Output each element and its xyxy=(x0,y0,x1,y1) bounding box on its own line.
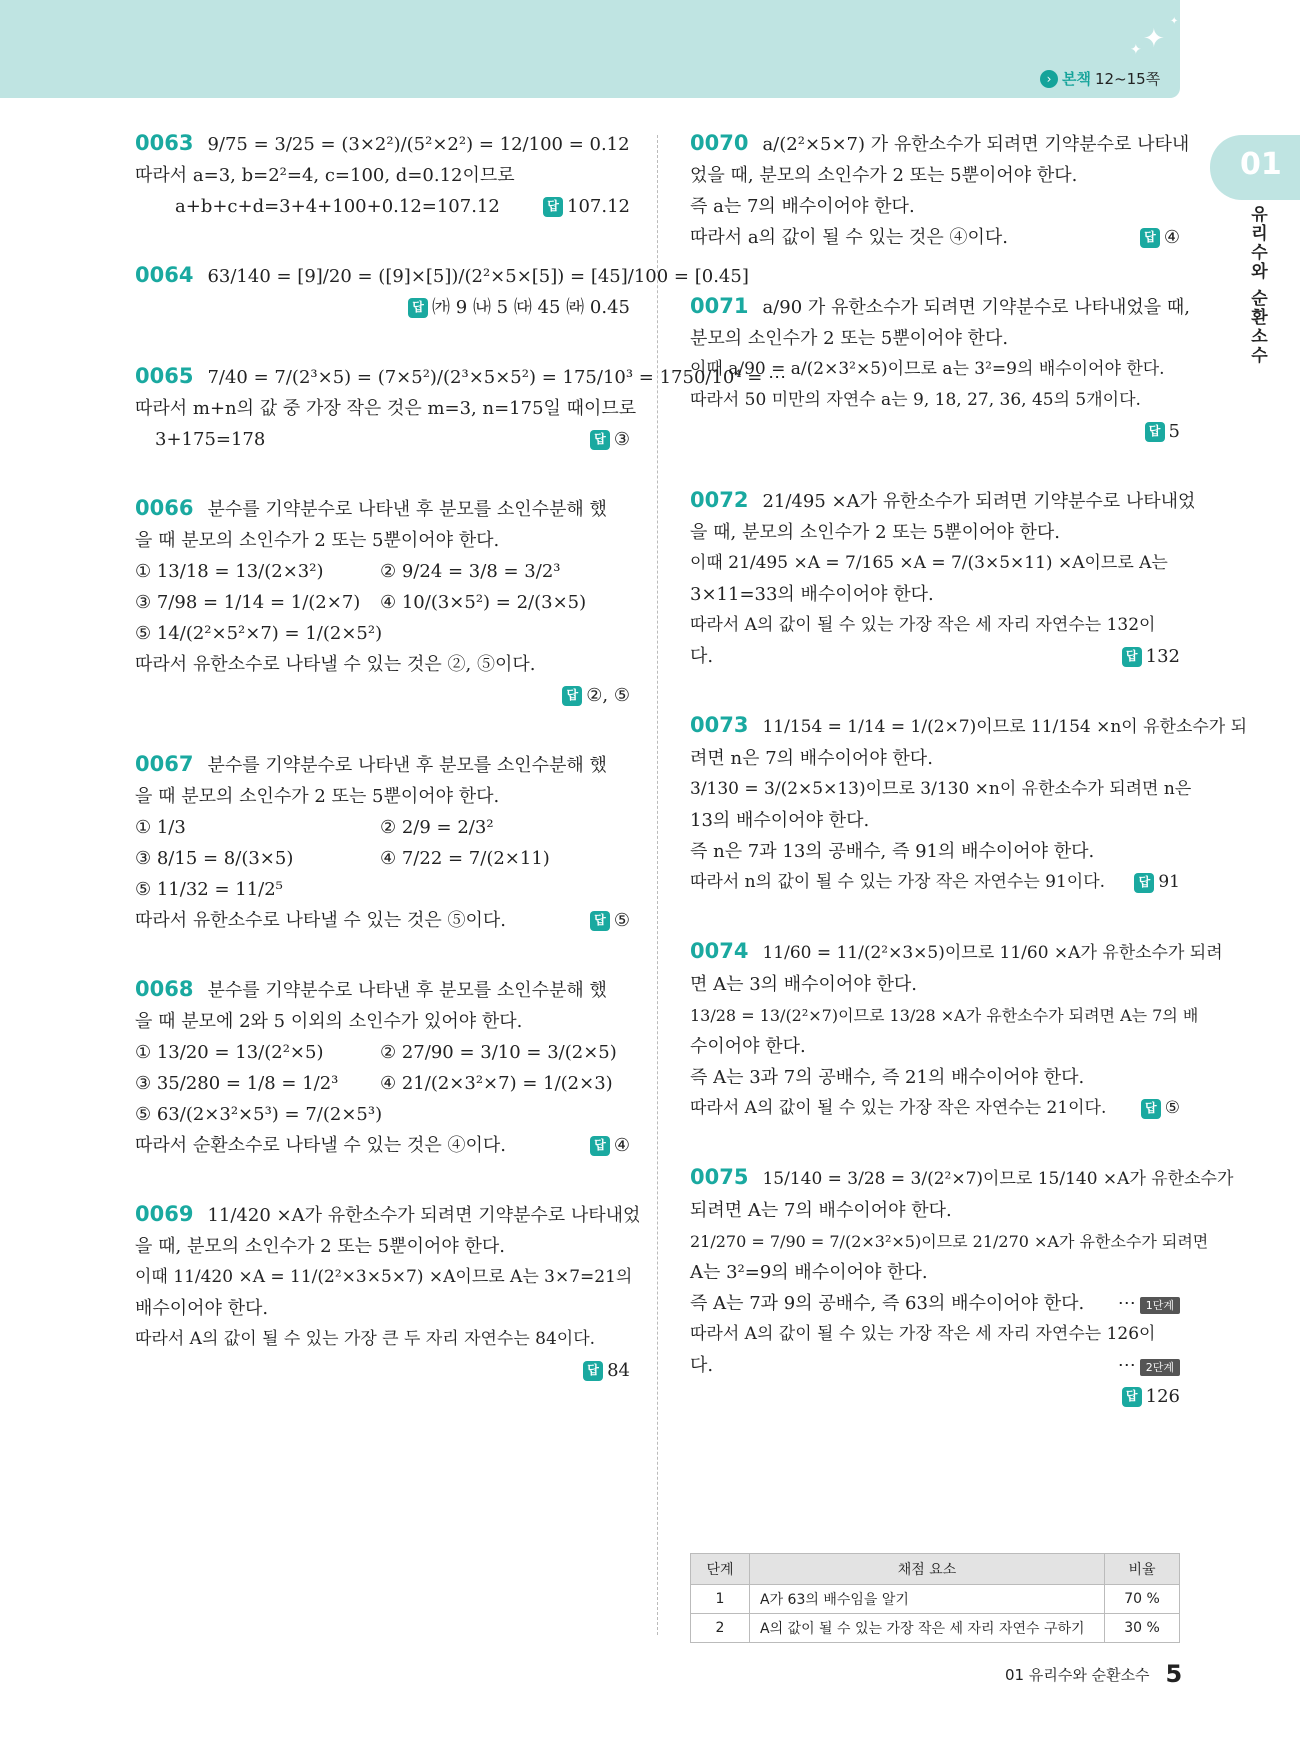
solution-line: 15/140 = 3/28 = 3/(2²×7)이므로 15/140 ×A가 유한소수가 xyxy=(762,1169,1234,1189)
solution-line: 면 A는 3의 배수이어야 한다. xyxy=(690,974,917,995)
answer-badge: 답 xyxy=(590,911,610,931)
solution-line: 따라서 A의 값이 될 수 있는 가장 작은 세 자리 자연수는 126이 xyxy=(690,1324,1156,1344)
table-cell: 70 % xyxy=(1105,1585,1180,1614)
header-band xyxy=(0,0,1180,98)
option: ③ 7/98 = 1/14 = 1/(2×7) xyxy=(135,592,361,613)
answer: 답 91 xyxy=(1134,867,1180,898)
problem-0068 xyxy=(135,974,630,1161)
solution-line: 즉 n은 7과 13의 공배수, 즉 91의 배수이어야 한다. xyxy=(690,841,1095,862)
solution-line: A는 3²=9의 배수이어야 한다. xyxy=(690,1262,928,1283)
table-header: 채점 요소 xyxy=(750,1554,1105,1585)
sparkle-icon: ✦ xyxy=(1143,24,1165,54)
problem-number: 0075 xyxy=(690,1165,749,1189)
table-cell: 30 % xyxy=(1105,1614,1180,1643)
option: ⑤ 14/(2²×5²×7) = 1/(2×5²) xyxy=(135,623,383,644)
answer-badge: 답 xyxy=(1122,1387,1142,1407)
sparkle-small-icon: ✦ xyxy=(1130,42,1142,58)
answer-badge: 답 xyxy=(1141,1099,1161,1119)
table-cell: A가 63의 배수임을 알기 xyxy=(750,1585,1105,1614)
solution-line: 수이어야 한다. xyxy=(690,1036,806,1057)
chapter-title-vertical: 유리수와 순환소수 xyxy=(1247,205,1267,365)
table-row xyxy=(691,1614,1180,1643)
option: ⑤ 11/32 = 11/2⁵ xyxy=(135,879,283,900)
problem-0066 xyxy=(135,493,630,711)
solution-line: 11/60 = 11/(2²×3×5)이므로 11/60 ×A가 유한소수가 되려 xyxy=(762,943,1223,963)
answer: 답 84 xyxy=(583,1355,630,1386)
problem-number: 0070 xyxy=(690,131,749,155)
problem-0069 xyxy=(135,1199,641,1386)
solution-line: 즉 A는 3과 7의 공배수, 즉 21의 배수이어야 한다. xyxy=(690,1067,1085,1088)
answer: 답 ③ xyxy=(590,424,630,455)
page-reference-label: 본책 xyxy=(1062,70,1091,88)
solution-line: 따라서 a=3, b=2²=4, c=100, d=0.12이므로 xyxy=(135,165,515,186)
answer-badge: 답 xyxy=(590,1136,610,1156)
solution-line: 분모의 소인수가 2 또는 5뿐이어야 한다. xyxy=(690,328,1009,349)
solution-line: 3×11=33의 배수이어야 한다. xyxy=(690,584,934,605)
answer-badge: 답 xyxy=(1134,873,1154,893)
chapter-tab xyxy=(1210,135,1300,200)
problem-number: 0065 xyxy=(135,364,194,388)
answer-badge: 답 xyxy=(543,197,563,217)
solution-line: 13/28 = 13/(2²×7)이므로 13/28 ×A가 유한소수가 되려면 A는 7의 배 xyxy=(690,1006,1199,1025)
solution-line: 21/495 ×A가 유한소수가 되려면 기약분수로 나타내었 xyxy=(762,491,1196,512)
solution-line: 따라서 A의 값이 될 수 있는 가장 작은 세 자리 자연수는 132이 xyxy=(690,615,1156,635)
column-divider xyxy=(657,135,658,1635)
option: ③ 35/280 = 1/8 = 1/2³ xyxy=(135,1073,339,1094)
option: ① 13/18 = 13/(2×3²) xyxy=(135,561,324,582)
solution-line: 배수이어야 한다. xyxy=(135,1298,269,1319)
option-list xyxy=(135,556,630,649)
solution-line: 다. xyxy=(690,1355,714,1376)
table-row xyxy=(691,1585,1180,1614)
solution-line: 되려면 A는 7의 배수이어야 한다. xyxy=(690,1200,952,1221)
option-list xyxy=(135,1037,630,1130)
answer-badge: 답 xyxy=(408,298,428,318)
problem-0065 xyxy=(135,361,787,455)
answer: 답 5 xyxy=(1145,416,1180,447)
solution-line: 분수를 기약분수로 나타낸 후 분모를 소인수분해 했 xyxy=(207,755,607,776)
solution-line: 이때 a/90 = a/(2×3²×5)이므로 a는 3²=9의 배수이어야 한다. xyxy=(690,359,1165,379)
answer-badge: 답 xyxy=(1122,647,1142,667)
problem-number: 0071 xyxy=(690,294,749,318)
page-reference-pages: 12~15쪽 xyxy=(1094,70,1161,88)
solution-line: 11/154 = 1/14 = 1/(2×7)이므로 11/154 ×n이 유한소수가 되 xyxy=(762,717,1248,737)
footer-chapter: 01 유리수와 순환소수 xyxy=(1005,1665,1150,1684)
problem-number: 0063 xyxy=(135,131,194,155)
solution-line: 을 때, 분모의 소인수가 2 또는 5뿐이어야 한다. xyxy=(135,1236,505,1257)
conclusion: 따라서 유한소수로 나타낼 수 있는 것은 ⑤이다. xyxy=(135,910,507,931)
option: ② 9/24 = 3/8 = 3/2³ xyxy=(380,561,561,582)
stage-marker: ⋯ 2단계 xyxy=(1118,1350,1180,1381)
answer: 답 ⑤ xyxy=(1141,1093,1180,1124)
option: ① 13/20 = 13/(2²×5) xyxy=(135,1042,324,1063)
table-header: 단계 xyxy=(691,1554,750,1585)
answer: 답 ④ xyxy=(1140,222,1180,253)
page-footer xyxy=(1005,1660,1182,1688)
stage-marker: ⋯ 1단계 xyxy=(1118,1288,1180,1319)
option: ③ 8/15 = 8/(3×5) xyxy=(135,848,294,869)
solution-line: 을 때 분모의 소인수가 2 또는 5뿐이어야 한다. xyxy=(135,530,500,551)
grading-table xyxy=(690,1553,1180,1643)
answer: 답 ④ xyxy=(590,1130,630,1161)
solution-line: 3+175=178 xyxy=(155,429,266,450)
option-list xyxy=(135,812,630,905)
solution-line: a+b+c+d=3+4+100+0.12=107.12 xyxy=(175,196,500,217)
problem-number: 0068 xyxy=(135,977,194,1001)
answer-badge: 답 xyxy=(583,1361,603,1381)
chapter-number: 01 xyxy=(1240,147,1282,182)
solution-line: 려면 n은 7의 배수이어야 한다. xyxy=(690,748,933,769)
problem-number: 0073 xyxy=(690,713,749,737)
table-cell: A의 값이 될 수 있는 가장 작은 세 자리 자연수 구하기 xyxy=(750,1614,1105,1643)
solution-line: 63/140 = [9]/20 = ([9]×[5])/(2²×5×[5]) = [45]/100 = [0.45] xyxy=(207,266,749,287)
problem-number: 0067 xyxy=(135,752,194,776)
problem-number: 0074 xyxy=(690,939,749,963)
problem-0063 xyxy=(135,128,630,222)
solution-line: 이때 21/495 ×A = 7/165 ×A = 7/(3×5×11) ×A이므로 A는 xyxy=(690,553,1168,573)
solution-line: 따라서 A의 값이 될 수 있는 가장 작은 자연수는 21이다. xyxy=(690,1098,1107,1118)
answer-badge: 답 xyxy=(1145,422,1165,442)
sparkle-tiny-icon: ✦ xyxy=(1170,16,1179,27)
answer-badge: 답 xyxy=(1140,228,1160,248)
problem-0070 xyxy=(690,128,1190,253)
problem-number: 0064 xyxy=(135,263,194,287)
solution-line: 따라서 m+n의 값 중 가장 작은 것은 m=3, n=175일 때이므로 xyxy=(135,398,637,419)
stage-badge-2: 2단계 xyxy=(1140,1359,1180,1376)
solution-line: 었을 때, 분모의 소인수가 2 또는 5뿐이어야 한다. xyxy=(690,165,1078,186)
solution-line: a/(2²×5×7) 가 유한소수가 되려면 기약분수로 나타내 xyxy=(762,134,1190,155)
answer: 답 ②, ⑤ xyxy=(562,680,630,711)
option: ② 2/9 = 2/3² xyxy=(380,817,494,838)
problem-number: 0066 xyxy=(135,496,194,520)
problem-0073 xyxy=(690,710,1248,898)
answer: 답 ㈎ 9 ㈏ 5 ㈐ 45 ㈑ 0.45 xyxy=(408,292,630,323)
problem-number: 0069 xyxy=(135,1202,194,1226)
solution-line: 즉 a는 7의 배수이어야 한다. xyxy=(690,196,915,217)
problem-0067 xyxy=(135,749,630,936)
answer-badge: 답 xyxy=(562,686,582,706)
conclusion: 따라서 순환소수로 나타낼 수 있는 것은 ④이다. xyxy=(135,1135,507,1156)
solution-line: 을 때 분모의 소인수가 2 또는 5뿐이어야 한다. xyxy=(135,786,500,807)
solution-line: 11/420 ×A가 유한소수가 되려면 기약분수로 나타내었 xyxy=(207,1205,641,1226)
solution-line: 3/130 = 3/(2×5×13)이므로 3/130 ×n이 유한소수가 되려면 n은 xyxy=(690,779,1192,799)
solution-line: 을 때 분모에 2와 5 이외의 소인수가 있어야 한다. xyxy=(135,1011,523,1032)
solution-line: 9/75 = 3/25 = (3×2²)/(5²×2²) = 12/100 = 0.12 xyxy=(207,134,630,155)
solution-line: 을 때, 분모의 소인수가 2 또는 5뿐이어야 한다. xyxy=(690,522,1060,543)
page-reference xyxy=(1040,68,1160,89)
stage-badge-1: 1단계 xyxy=(1140,1297,1180,1314)
solution-line: 따라서 A의 값이 될 수 있는 가장 큰 두 자리 자연수는 84이다. xyxy=(135,1329,596,1349)
option: ④ 10/(3×5²) = 2/(3×5) xyxy=(380,592,587,613)
solution-line: a/90 가 유한소수가 되려면 기약분수로 나타내었을 때, xyxy=(762,297,1190,318)
option: ② 27/90 = 3/10 = 3/(2×5) xyxy=(380,1042,617,1063)
solution-line: 이때 11/420 ×A = 11/(2²×3×5×7) ×A이므로 A는 3×7=21의 xyxy=(135,1267,633,1287)
option: ④ 7/22 = 7/(2×11) xyxy=(380,848,550,869)
right-column xyxy=(690,128,1248,1412)
table-cell: 2 xyxy=(691,1614,750,1643)
page-number: 5 xyxy=(1165,1660,1183,1688)
answer: 답 107.12 xyxy=(543,191,630,222)
solution-line: 분수를 기약분수로 나타낸 후 분모를 소인수분해 했 xyxy=(207,499,607,520)
chevron-right-icon: › xyxy=(1040,70,1058,88)
option: ① 1/3 xyxy=(135,817,186,838)
solution-line: 즉 A는 7과 9의 공배수, 즉 63의 배수이어야 한다. xyxy=(690,1293,1085,1314)
solution-line: 다. xyxy=(690,646,714,667)
solution-line: 7/40 = 7/(2³×5) = (7×5²)/(2³×5×5²) = 175/10³ = 1750/10⁴ = ⋯ xyxy=(207,367,787,388)
problem-0072 xyxy=(690,485,1196,672)
answer: 답 126 xyxy=(1122,1381,1180,1412)
solution-line: 따라서 n의 값이 될 수 있는 가장 작은 자연수는 91이다. xyxy=(690,872,1106,892)
table-cell: 1 xyxy=(691,1585,750,1614)
answer-badge: 답 xyxy=(590,430,610,450)
table-header-row xyxy=(691,1554,1180,1585)
problem-0074 xyxy=(690,936,1223,1124)
option: ④ 21/(2×3²×7) = 1/(2×3) xyxy=(380,1073,613,1094)
solution-line: 21/270 = 7/90 = 7/(2×3²×5)이므로 21/270 ×A가 유한소수가 되려면 xyxy=(690,1232,1209,1251)
solution-line: 따라서 a의 값이 될 수 있는 것은 ④이다. xyxy=(690,227,1008,248)
answer: 답 ⑤ xyxy=(590,905,630,936)
conclusion: 따라서 유한소수로 나타낼 수 있는 것은 ②, ⑤이다. xyxy=(135,654,536,675)
solution-line: 따라서 50 미만의 자연수 a는 9, 18, 27, 36, 45의 5개이다. xyxy=(690,390,1141,410)
option: ⑤ 63/(2×3²×5³) = 7/(2×5³) xyxy=(135,1104,383,1125)
answer: 답 132 xyxy=(1122,641,1180,672)
solution-line: 13의 배수이어야 한다. xyxy=(690,810,870,831)
table-header: 비율 xyxy=(1105,1554,1180,1585)
solution-line: 분수를 기약분수로 나타낸 후 분모를 소인수분해 했 xyxy=(207,980,607,1001)
problem-0075 xyxy=(690,1162,1234,1412)
problem-0071 xyxy=(690,291,1190,447)
problem-number: 0072 xyxy=(690,488,749,512)
